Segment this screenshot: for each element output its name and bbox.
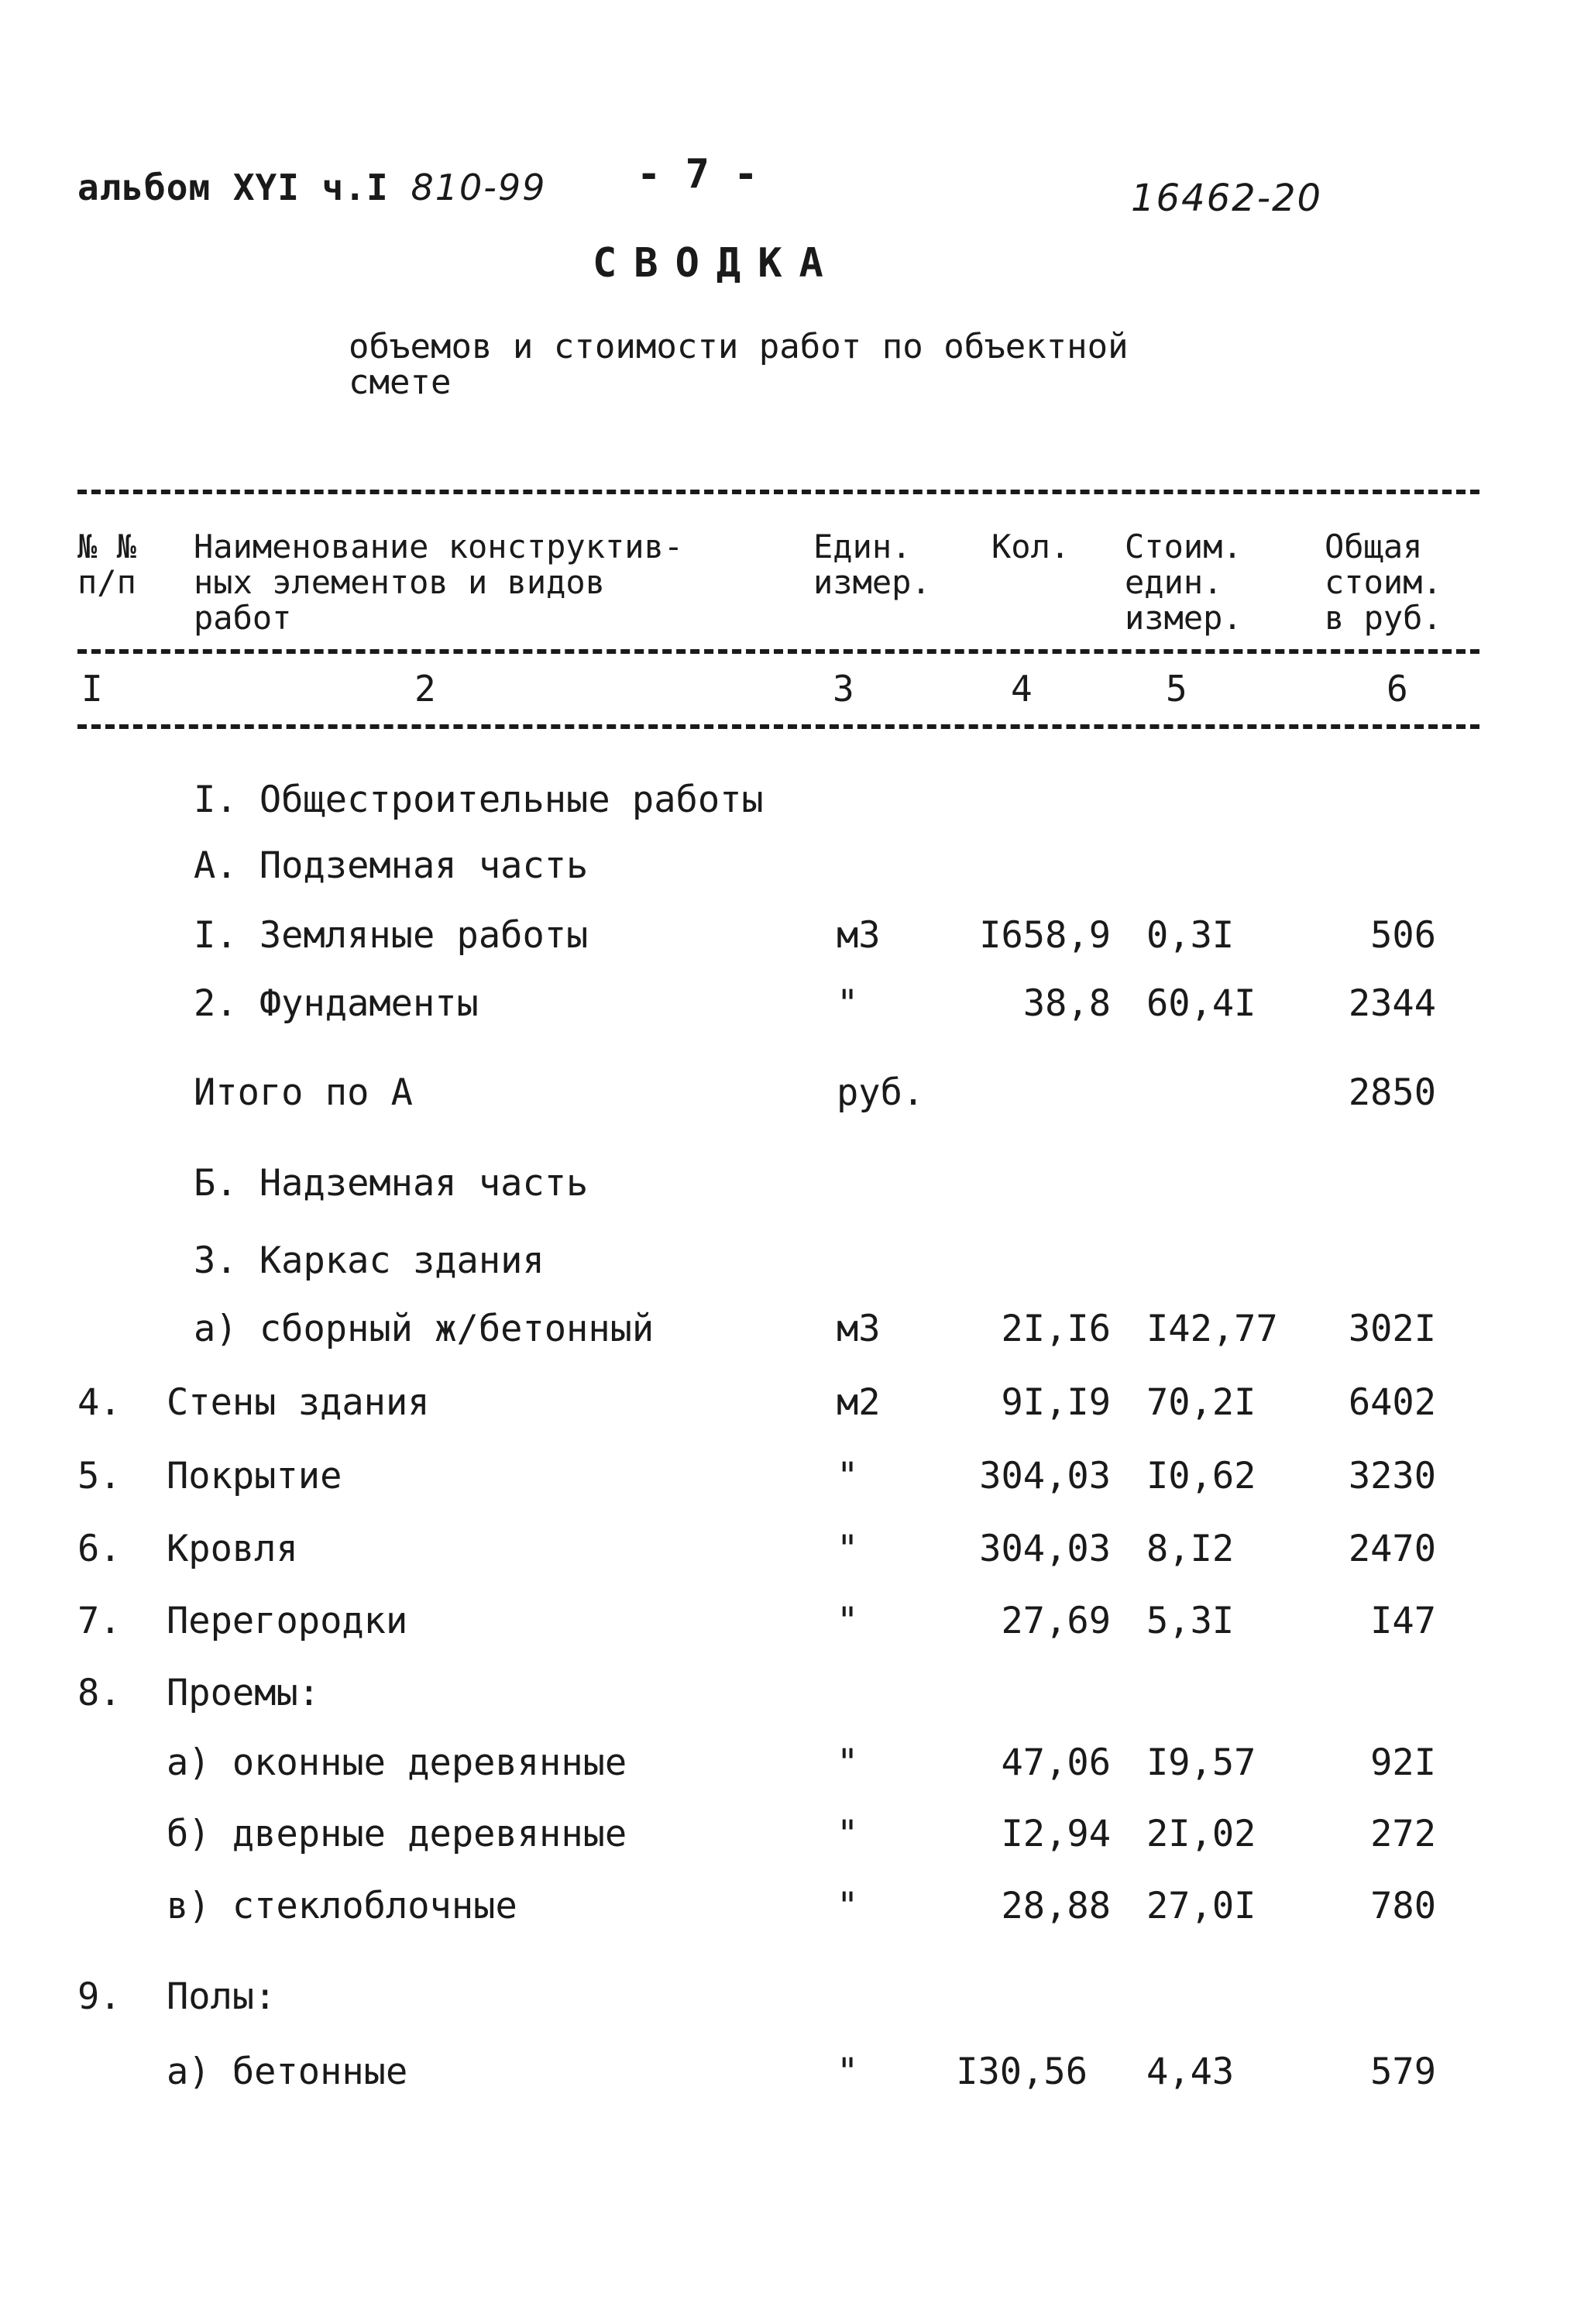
page-subtitle <box>349 329 1129 401</box>
row-total: 2850 <box>1348 1071 1436 1114</box>
document-number: 16462-20 <box>1131 177 1323 220</box>
row-name: А. Подземная часть <box>194 844 589 887</box>
row-unit: м3 <box>837 914 881 957</box>
row-name: б) дверные деревянные <box>167 1813 627 1855</box>
row-unit: " <box>837 2051 859 2093</box>
row-unit: " <box>837 1528 859 1570</box>
album-reference <box>77 167 546 208</box>
row-qty: 28,88 <box>1001 1885 1111 1927</box>
row-unit: " <box>837 1813 859 1855</box>
row-total: 2470 <box>1348 1528 1436 1570</box>
row-price: 2I,02 <box>1146 1813 1256 1855</box>
row-name: в) стеклоблочные <box>167 1885 517 1927</box>
page-title: СВОДКА <box>593 240 840 287</box>
row-total: I47 <box>1370 1600 1436 1642</box>
row-number: 6. <box>77 1528 122 1570</box>
row-price: I9,57 <box>1146 1741 1256 1784</box>
row-name: Итого по А <box>194 1071 413 1114</box>
row-price: 4,43 <box>1146 2051 1235 2093</box>
row-total: 3230 <box>1348 1455 1436 1497</box>
row-name: Проемы: <box>167 1672 321 1714</box>
row-total: 6402 <box>1348 1381 1436 1424</box>
column-number: I <box>81 668 103 710</box>
table-top-rule <box>77 490 1479 494</box>
column-header-unit: Един. измер. <box>813 528 931 601</box>
row-unit: м3 <box>837 1308 881 1350</box>
row-qty: 2I,I6 <box>1001 1308 1111 1350</box>
row-unit: " <box>837 1600 859 1642</box>
column-header-price: Стоим. един. измер. <box>1125 528 1242 637</box>
row-total: 2344 <box>1348 982 1436 1025</box>
column-header-num: № № п/п <box>77 528 136 601</box>
column-header-qty: Кол. <box>991 528 1070 566</box>
row-total: 302I <box>1348 1308 1436 1350</box>
row-unit: руб. <box>837 1071 925 1114</box>
row-qty: 27,69 <box>1001 1600 1111 1642</box>
row-price: 27,0I <box>1146 1885 1256 1927</box>
row-name: Кровля <box>167 1528 298 1570</box>
column-number: 4 <box>1011 668 1033 710</box>
row-name: 3. Каркас здания <box>194 1239 545 1282</box>
row-price: I42,77 <box>1146 1308 1278 1350</box>
subtitle-line: смете <box>349 363 452 402</box>
row-total: 780 <box>1370 1885 1436 1927</box>
column-number: 2 <box>414 668 436 710</box>
row-qty: 9I,I9 <box>1001 1381 1111 1424</box>
row-qty: 304,03 <box>979 1528 1111 1570</box>
row-qty: 304,03 <box>979 1455 1111 1497</box>
row-name: Полы: <box>167 1975 277 2018</box>
row-qty: I30,56 <box>956 2051 1088 2093</box>
album-label: альбом XYI ч.I <box>77 167 389 208</box>
column-numbers-rule <box>77 724 1479 729</box>
row-number: 7. <box>77 1600 122 1642</box>
row-name: а) сборный ж/бетонный <box>194 1308 655 1350</box>
row-name: а) бетонные <box>167 2051 408 2093</box>
row-name: 2. Фундаменты <box>194 982 479 1025</box>
row-price: 8,I2 <box>1146 1528 1235 1570</box>
row-price: 60,4I <box>1146 982 1256 1025</box>
row-total: 579 <box>1370 2051 1436 2093</box>
row-qty: I658,9 <box>979 914 1111 957</box>
album-code: 810-99 <box>411 167 547 208</box>
row-total: 272 <box>1370 1813 1436 1855</box>
row-unit: " <box>837 1741 859 1784</box>
row-name: Покрытие <box>167 1455 342 1497</box>
row-price: I0,62 <box>1146 1455 1256 1497</box>
column-header-name: Наименование конструктив- ных элементов и видов работ <box>194 528 684 637</box>
row-name: Стены здания <box>167 1381 430 1424</box>
row-name: I. Земляные работы <box>194 914 589 957</box>
column-header-total: Общая стоим. в руб. <box>1325 528 1442 637</box>
column-number: 6 <box>1387 668 1408 710</box>
column-number: 3 <box>833 668 854 710</box>
row-number: 5. <box>77 1455 122 1497</box>
header-divider-rule <box>77 649 1479 654</box>
row-number: 4. <box>77 1381 122 1424</box>
row-unit: " <box>837 1455 859 1497</box>
row-total: 506 <box>1370 914 1436 957</box>
row-total: 92I <box>1370 1741 1436 1784</box>
row-unit: м2 <box>837 1381 881 1424</box>
page-number: - 7 - <box>637 151 758 198</box>
row-number: 8. <box>77 1672 122 1714</box>
row-qty: 47,06 <box>1001 1741 1111 1784</box>
row-unit: " <box>837 982 859 1025</box>
subtitle-line: объемов и стоимости работ по объектной <box>349 327 1129 366</box>
column-number: 5 <box>1166 668 1187 710</box>
row-price: 5,3I <box>1146 1600 1235 1642</box>
row-qty: 38,8 <box>1022 982 1111 1025</box>
row-name: Б. Надземная часть <box>194 1162 589 1205</box>
row-qty: I2,94 <box>1001 1813 1111 1855</box>
row-unit: " <box>837 1885 859 1927</box>
row-name: Перегородки <box>167 1600 408 1642</box>
row-price: 70,2I <box>1146 1381 1256 1424</box>
row-name: I. Общестроительные работы <box>194 779 764 821</box>
row-name: а) оконные деревянные <box>167 1741 627 1784</box>
row-price: 0,3I <box>1146 914 1235 957</box>
row-number: 9. <box>77 1975 122 2018</box>
